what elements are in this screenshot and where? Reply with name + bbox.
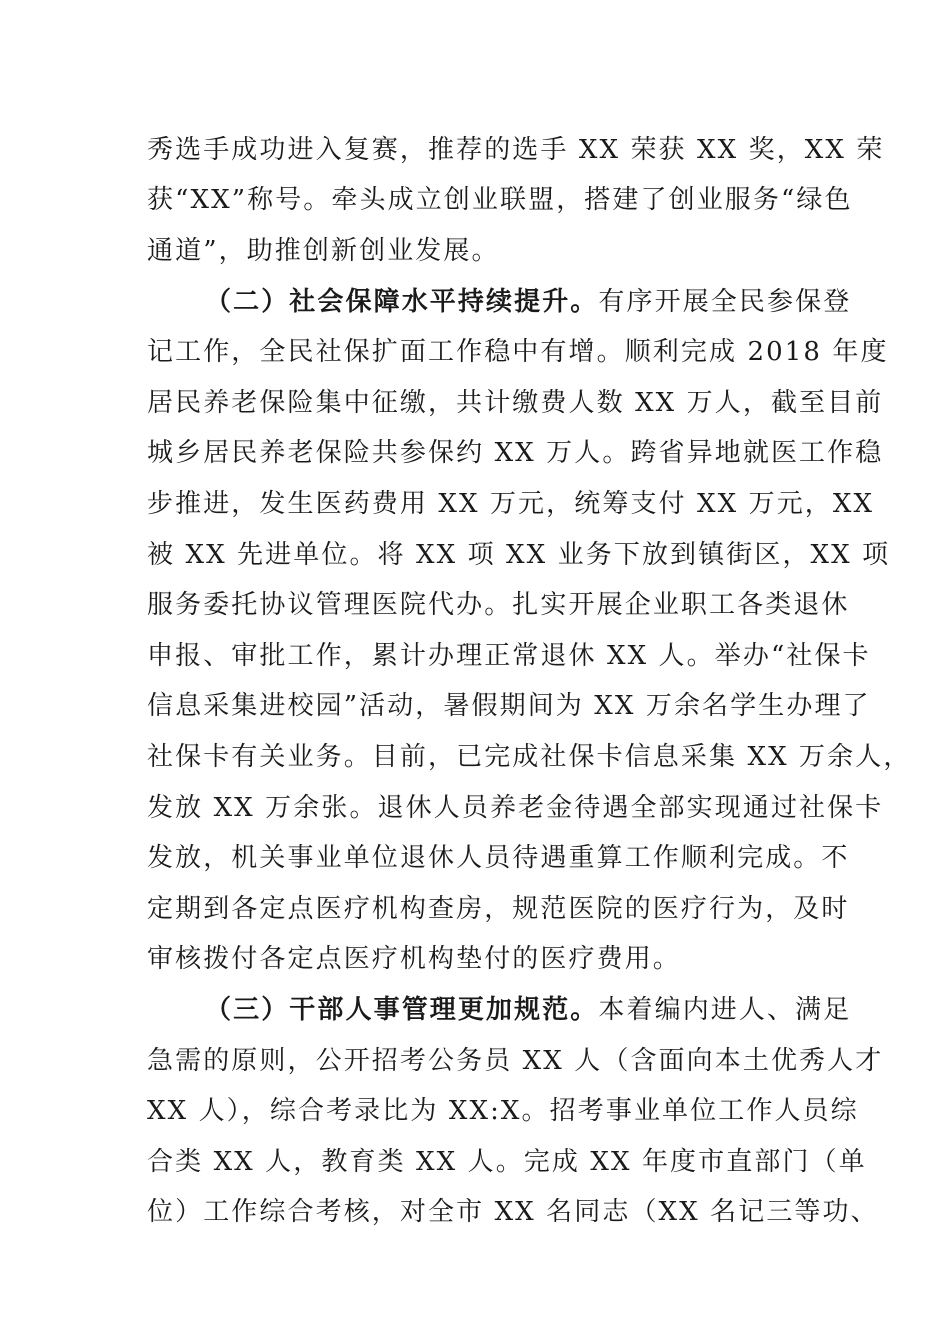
body-text-line: 发放 XX 万余张。退休人员养老金待遇全部实现通过社保卡	[147, 793, 884, 823]
body-text-span: 有序开展全民参保登	[598, 287, 852, 317]
section-heading: （二）社会保障水平持续提升。	[205, 287, 599, 317]
body-text-line: 秀选手成功进入复赛，推荐的选手 XX 荣获 XX 奖，XX 荣	[147, 135, 885, 165]
body-text-line: 记工作，全民社保扩面工作稳中有增。顺利完成 2018 年度	[147, 337, 889, 367]
body-text-line: 审核拨付各定点医疗机构垫付的医疗费用。	[147, 944, 681, 974]
body-text-line: 居民养老保险集中征缴，共计缴费人数 XX 万人，截至目前	[147, 388, 884, 418]
body-text-line: 被 XX 先进单位。将 XX 项 XX 业务下放到镇街区，XX 项	[147, 540, 891, 570]
paragraph-first-line	[205, 994, 851, 1026]
body-text-line: 社保卡有关业务。目前，已完成社保卡信息采集 XX 万余人，	[147, 742, 912, 772]
body-text-line: 发放，机关事业单位退休人员待遇重算工作顺利完成。不	[147, 843, 850, 873]
body-text-line: 获“XX”称号。牵头成立创业联盟，搭建了创业服务“绿色	[147, 185, 853, 215]
body-text-line: 位）工作综合考核，对全市 XX 名同志（XX 名记三等功、	[147, 1197, 879, 1227]
body-text-line: 申报、审批工作，累计办理正常退休 XX 人。举办“社保卡	[147, 641, 871, 671]
body-text-line: 信息采集进校园”活动，暑假期间为 XX 万余名学生办理了	[147, 691, 871, 721]
body-text-span: 本着编内进人、满足	[598, 995, 852, 1025]
body-text-line: 步推进，发生医药费用 XX 万元，统筹支付 XX 万元，XX	[147, 489, 875, 519]
body-text-line: 城乡居民养老保险共参保约 XX 万人。跨省异地就医工作稳	[147, 438, 884, 468]
body-text-line: XX 人），综合考录比为 XX:X。招考事业单位工作人员综	[147, 1096, 859, 1126]
body-text-line: 通道”，助推创新创业发展。	[147, 236, 500, 266]
body-text-line: 急需的原则，公开招考公务员 XX 人（含面向本土优秀人才	[147, 1046, 884, 1076]
paragraph-first-line	[205, 286, 851, 318]
body-text-line: 服务委托协议管理医院代办。扎实开展企业职工各类退休	[147, 590, 850, 620]
body-text-line: 合类 XX 人，教育类 XX 人。完成 XX 年度市直部门（单	[147, 1147, 867, 1177]
section-heading: （三）干部人事管理更加规范。	[205, 995, 599, 1025]
body-text-line: 定期到各定点医疗机构查房，规范医院的医疗行为，及时	[147, 894, 850, 924]
